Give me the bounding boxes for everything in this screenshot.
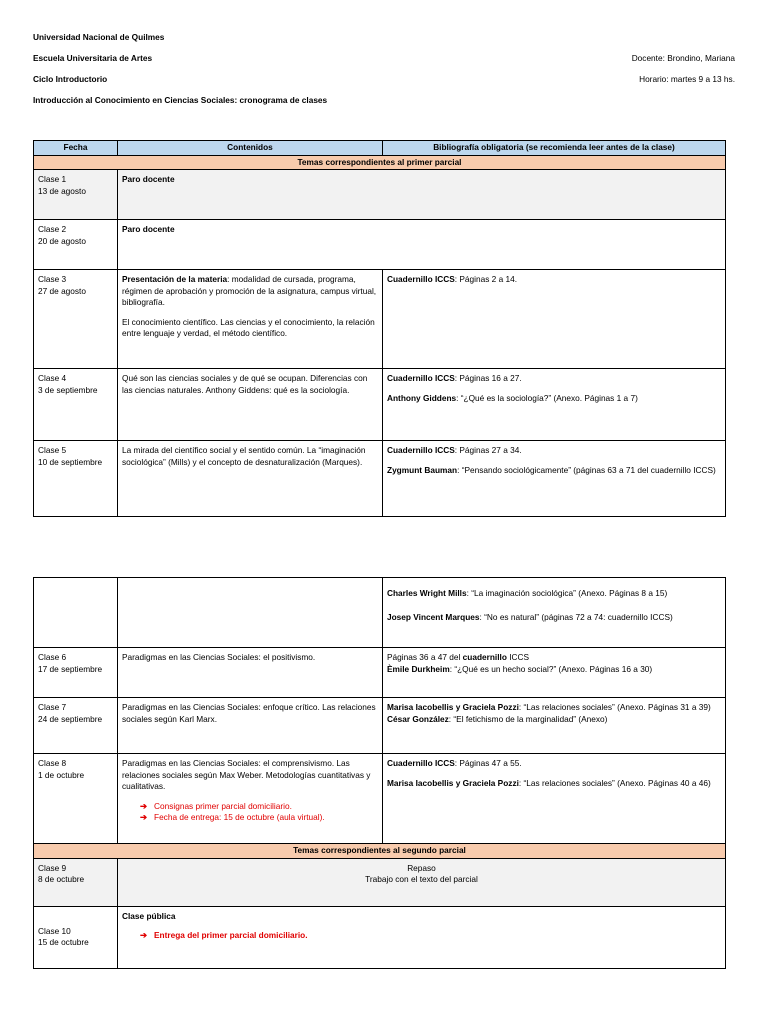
bib-author: Zygmunt Bauman <box>387 464 458 475</box>
bib-text: : Páginas 47 a 55. <box>454 758 522 768</box>
table-row <box>34 906 726 968</box>
bib-text: : “Las relaciones sociales” (Anexo. Páginas 31 a 39) <box>518 702 711 712</box>
bibliography-cell <box>383 754 726 844</box>
bibliography-cell <box>383 369 726 441</box>
content-cell <box>118 220 726 270</box>
schedule-table-page-2 <box>33 577 726 969</box>
bibliography-cell <box>383 441 726 517</box>
bib-entry <box>387 702 721 714</box>
date-cell <box>34 170 118 220</box>
note-text: Entrega del primer parcial domiciliario. <box>154 930 308 940</box>
bib-entry <box>387 612 721 624</box>
bib-text: ICCS <box>506 652 530 662</box>
class-date: 20 de agosto <box>38 235 86 246</box>
university-name: Universidad Nacional de Quilmes <box>33 32 165 42</box>
header-row-1 <box>33 32 735 53</box>
section-title: Temas correspondientes al primer parcial <box>34 155 726 170</box>
content-paragraph: Paradigmas en las Ciencias Sociales: el comprensivismo. Las relaciones sociales según Max Weber. Metodologías cuantitativas y cualitativas. <box>122 758 371 791</box>
table-row <box>34 270 726 369</box>
class-number: Clase 9 <box>38 862 67 873</box>
class-number: Clase 1 <box>38 174 67 184</box>
bib-entry <box>387 445 721 457</box>
content-bold: Presentación de la materia <box>122 274 228 284</box>
content-text: : modalidad de cursada, programa, régimen de aprobación y promoción de la asignatura, campus virtual, bibliografía. <box>122 274 377 307</box>
course-title: Introducción al Conocimiento en Ciencias Sociales: cronograma de clases <box>33 95 328 105</box>
section-title: Temas correspondientes al segundo parcial <box>34 844 726 859</box>
header-row-4 <box>33 95 735 116</box>
cycle-name: Ciclo Introductorio <box>33 74 108 84</box>
class-date: 1 de octubre <box>38 769 85 780</box>
class-number: Clase 2 <box>38 224 67 234</box>
date-cell <box>34 858 118 906</box>
table-row <box>34 858 726 906</box>
date-cell <box>34 698 118 754</box>
content-cell: La mirada del científico social y el sentido común. La “imaginación sociológica” (Mills) y el concepto de desnaturalización (Marques). <box>118 441 383 517</box>
content-paragraph <box>122 274 378 309</box>
bib-entry <box>387 588 721 600</box>
header-row-3 <box>33 74 735 95</box>
table-row <box>34 441 726 517</box>
table-row <box>34 698 726 754</box>
bib-text: : “¿Qué es un hecho social?” (Anexo. Páginas 16 a 30) <box>449 663 653 674</box>
date-cell <box>34 754 118 844</box>
bib-entry <box>387 373 721 385</box>
bib-text: : “Pensando sociológicamente” (páginas 63 a 71 del cuadernillo ICCS) <box>457 464 716 475</box>
note-item <box>140 930 721 942</box>
content-title: Clase pública <box>122 910 176 921</box>
bib-entry <box>387 714 721 726</box>
bib-entry <box>387 652 721 664</box>
class-date: 24 de septiembre <box>38 713 103 724</box>
date-cell <box>34 578 118 648</box>
class-number: Clase 7 <box>38 702 67 712</box>
class-number: Clase 3 <box>38 274 67 284</box>
class-date: 8 de octubre <box>38 874 85 884</box>
content-cell <box>118 858 726 906</box>
table-row <box>34 220 726 270</box>
section-row-second-parcial <box>34 844 726 859</box>
class-date: 3 de septiembre <box>38 384 98 395</box>
col-header-contenidos: Contenidos <box>118 141 383 156</box>
bib-author: Marisa Iacobellis y Graciela Pozzi <box>387 702 519 712</box>
bibliography-cell <box>383 578 726 648</box>
schedule-info: Horario: martes 9 a 13 hs. <box>639 74 735 84</box>
schedule-table-page-1 <box>33 140 726 517</box>
col-header-bibliografia: Bibliografía obligatoria (se recomienda leer antes de la clase) <box>383 141 726 156</box>
bib-author: Cuadernillo ICCS <box>387 373 455 383</box>
class-number: Clase 8 <box>38 758 67 768</box>
class-date: 10 de septiembre <box>38 456 103 467</box>
table-row <box>34 754 726 844</box>
content-cell <box>118 754 383 844</box>
section-row-first-parcial <box>34 155 726 170</box>
class-date: 27 de agosto <box>38 285 86 296</box>
content-text: Paro docente <box>122 224 175 234</box>
table-header-row <box>34 141 726 156</box>
bib-entry <box>387 465 721 477</box>
header-row-2 <box>33 53 735 74</box>
bibliography-cell <box>383 270 726 369</box>
note-item <box>140 812 378 824</box>
bib-author: Charles Wright Mills <box>387 588 467 598</box>
bib-author: Josep Vincent Marques <box>387 611 480 622</box>
content-cell <box>118 170 726 220</box>
bib-author: Cuadernillo ICCS <box>387 274 455 284</box>
content-cell <box>118 270 383 369</box>
bib-text: : “Las relaciones sociales” (Anexo. Páginas 40 a 46) <box>518 777 711 788</box>
content-text: Paro docente <box>122 174 175 184</box>
class-date: 13 de agosto <box>38 185 86 196</box>
table-row <box>34 578 726 648</box>
teacher-name: Docente: Brondino, Mariana <box>631 53 735 63</box>
bib-entry <box>387 393 721 405</box>
bib-author: Marisa Iacobellis y Graciela Pozzi <box>387 777 519 788</box>
class-number: Clase 4 <box>38 373 67 383</box>
class-number: Clase 10 <box>38 925 71 936</box>
arrow-right-icon: ➔ <box>140 812 147 822</box>
class-number: Clase 6 <box>38 652 67 662</box>
bib-text: : “El fetichismo de la marginalidad” (Anexo) <box>448 713 608 724</box>
content-line: Repaso <box>407 862 436 873</box>
bib-text: : Páginas 27 a 34. <box>454 445 522 455</box>
col-header-fecha: Fecha <box>34 141 118 156</box>
bib-author: César González <box>387 713 449 724</box>
bib-author: Èmile Durkheim <box>387 663 450 674</box>
content-cell: Paradigmas en las Ciencias Sociales: el positivismo. <box>118 648 383 698</box>
class-date: 15 de octubre <box>38 937 89 947</box>
class-date: 17 de septiembre <box>38 663 103 674</box>
school-name: Escuela Universitaria de Artes <box>33 53 153 63</box>
bib-author: Cuadernillo ICCS <box>387 445 455 455</box>
bib-text: Páginas 36 a 47 del <box>387 652 463 662</box>
date-cell <box>34 270 118 369</box>
date-cell <box>34 648 118 698</box>
bib-author: Cuadernillo ICCS <box>387 758 455 768</box>
bib-text: : “No es natural” (páginas 72 a 74: cuadernillo ICCS) <box>479 611 673 622</box>
bib-text: : Páginas 16 a 27. <box>454 373 522 383</box>
arrow-right-icon: ➔ <box>140 800 147 811</box>
bib-author: cuadernillo <box>462 652 507 662</box>
date-cell <box>34 441 118 517</box>
content-cell <box>118 906 726 968</box>
content-cell: Qué son las ciencias sociales y de qué se ocupan. Diferencias con las ciencias naturales. Anthony Giddens: qué es la sociología. <box>118 369 383 441</box>
bibliography-cell <box>383 648 726 698</box>
table-row <box>34 170 726 220</box>
content-line: Trabajo con el texto del parcial <box>365 874 478 884</box>
content-cell <box>118 578 383 648</box>
note-text: Consignas primer parcial domiciliario. <box>154 800 292 811</box>
note-item <box>140 801 378 813</box>
note-text: Fecha de entrega: 15 de octubre (aula virtual). <box>154 812 325 822</box>
date-cell <box>34 220 118 270</box>
document-header <box>33 32 735 116</box>
bib-entry <box>387 664 721 676</box>
arrow-right-icon: ➔ <box>140 930 147 940</box>
date-cell <box>34 906 118 968</box>
table-row <box>34 369 726 441</box>
bib-text: : Páginas 2 a 14. <box>454 274 518 284</box>
bib-entry <box>387 758 721 770</box>
bib-text: : “¿Qué es la sociología?” (Anexo. Páginas 1 a 7) <box>456 392 638 403</box>
class-number: Clase 5 <box>38 445 67 455</box>
table-row <box>34 648 726 698</box>
content-paragraph: El conocimiento científico. Las ciencias y el conocimiento, la relación entre lenguaje y verdad, el método científico. <box>122 316 375 338</box>
bib-entry <box>387 778 721 790</box>
bib-text: : “La imaginación sociológica” (Anexo. Páginas 8 a 15) <box>466 588 668 598</box>
bibliography-cell <box>383 698 726 754</box>
content-cell: Paradigmas en las Ciencias Sociales: enfoque crítico. Las relaciones sociales según Karl Marx. <box>118 698 383 754</box>
date-cell <box>34 369 118 441</box>
bib-author: Anthony Giddens <box>387 392 457 403</box>
